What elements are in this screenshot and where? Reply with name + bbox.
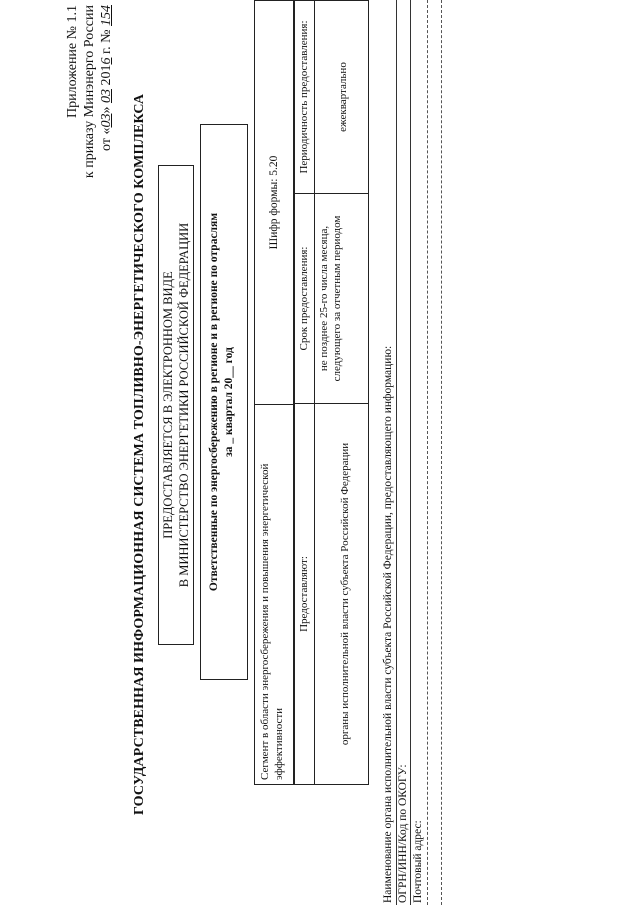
form-title-line2: за _ квартал 20__ год (223, 347, 235, 457)
document-title: ГОСУДАРСТВЕННАЯ ИНФОРМАЦИОННАЯ СИСТЕМА ТОПЛИВНО-ЭНЕРГЕТИЧЕСКОГО КОМПЛЕКСА (132, 93, 147, 815)
table-cell-frequency: ежеквартально (315, 1, 368, 194)
date-month: 03 (99, 89, 114, 104)
submission-notice-line1: ПРЕДОСТАВЛЯЕТСЯ В ЭЛЕКТРОННОМ ВИДЕ (161, 271, 175, 539)
table-cell-deadline: не позднее 25-го числа месяца, следующего за отчетным периодом (315, 194, 368, 404)
table-header-frequency: Периодичность предоставления: (295, 1, 315, 194)
footer-address-label: Почтовый адрес: (412, 820, 424, 903)
footer-dashed-rule-2 (441, 0, 442, 905)
footer-org-name-field (382, 0, 395, 905)
footer-ogrn-label: ОГРН/ИНН/Код по ОКОГУ: (397, 764, 409, 903)
date-sep1: » (99, 103, 114, 114)
segment-label: Сегмент в области энергосбережения и повышения энергетической эффективности (255, 404, 293, 784)
form-title-line1: Ответственные по энергосбережению в регионе и в регионе по отраслям (208, 212, 220, 592)
table-header-deadline: Срок предоставления: (295, 194, 315, 404)
appendix-title: Приложение № 1.1 (65, 5, 80, 118)
table-cell-submitters: органы исполнительной власти субъекта Российской Федерации (339, 442, 351, 746)
submission-table (294, 0, 369, 785)
form-title-box (200, 124, 248, 680)
date-year-digit: 6 (99, 57, 114, 65)
date-sep2: 201 (99, 64, 114, 90)
date-sep3: г. № (99, 26, 114, 58)
footer-rule-2 (410, 0, 411, 905)
submission-notice-box (158, 165, 194, 645)
footer-dashed-rule-1 (427, 0, 428, 905)
footer-org-name-label: Наименование органа исполнительной власти субъекта Российской Федерации, предоставляющего информацию: (382, 345, 394, 903)
order-number: 154 (99, 5, 114, 26)
appendix-block (64, 5, 115, 180)
footer-address-field (412, 0, 425, 905)
segment-row (254, 0, 294, 785)
footer-ogrn-field (397, 0, 410, 905)
date-prefix: от « (99, 127, 114, 151)
appendix-order-ref: к приказу Минэнерго России (82, 5, 97, 179)
submission-notice-line2: В МИНИСТЕРСТВО ЭНЕРГЕТИКИ РОССИЙСКОЙ ФЕДЕРАЦИИ (177, 222, 191, 588)
appendix-date-line (98, 5, 115, 180)
form-code: Шифр формы: 5.20 (268, 155, 280, 250)
table-header-submitters: Предоставляют: (295, 404, 315, 784)
date-day: 03 (99, 113, 114, 128)
